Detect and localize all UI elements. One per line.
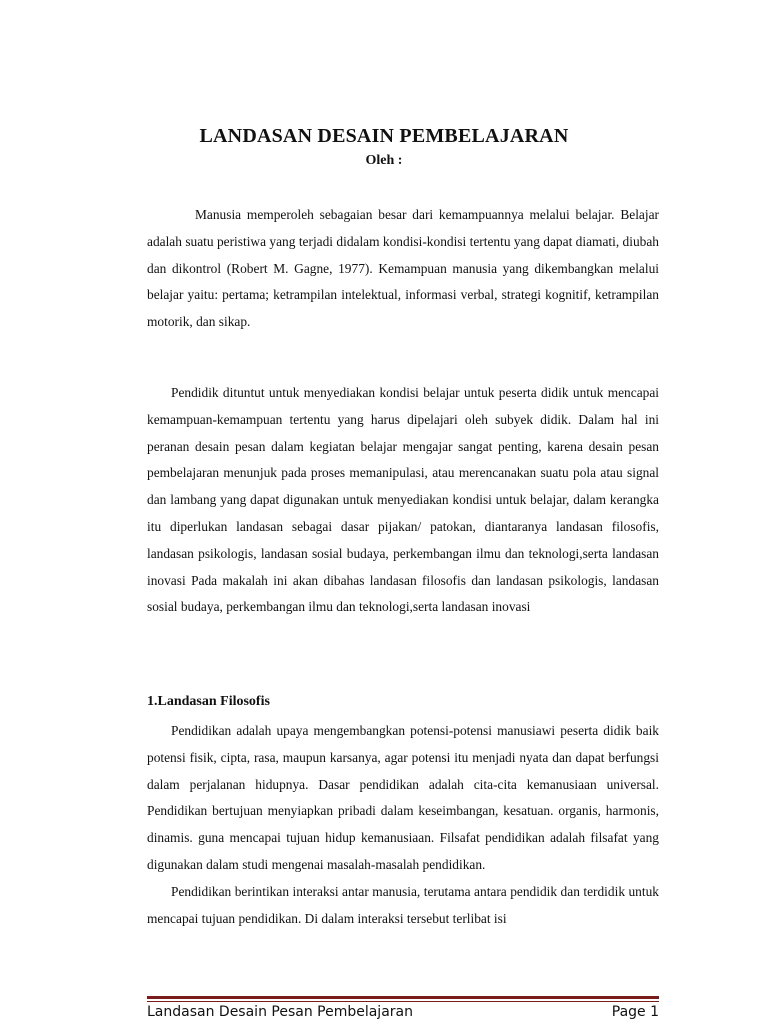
document-title: LANDASAN DESAIN PEMBELAJARAN	[199, 125, 569, 147]
paragraph-filosofis-1: Pendidikan adalah upaya mengembangkan potensi-potensi manusiawi peserta didik baik potensi fisik, cipta, rasa, maupun karsanya, agar potensi itu menjadi nyata dan dapat berfungsi dalam perjalanan hidupnya. Dasar pendidikan adalah cita-cita kemanusiaan universal. Pendidikan bertujuan menyiapkan pribadi dalam keseimbangan, kesatuan. organis, harmonis, dinamis. guna mencapai tujuan hidup kemanusiaan. Filsafat pendidikan adalah filsafat yang digunakan dalam studi mengenai masalah-masalah pendidikan.	[147, 723, 659, 872]
section-heading-landasan-filosofis: 1.Landasan Filosofis	[147, 694, 270, 709]
second-paragraph-block	[147, 380, 659, 621]
section-filosofis-body	[147, 718, 659, 932]
footer-document-title: Landasan Desain Pesan Pembelajaran	[147, 1004, 413, 1020]
paragraph-filosofis-2: Pendidikan berintikan interaksi antar manusia, terutama antara pendidik dan terdidik untuk mencapai tujuan pendidikan. Di dalam interaksi tersebut terlibat isi	[147, 883, 659, 926]
paragraph-pendidik: Pendidik dituntut untuk menyediakan kondisi belajar untuk peserta didik untuk mencapai kemampuan-kemampuan tertentu yang harus dipelajari oleh subyek didik. Dalam hal ini peranan desain pesan dalam kegiatan belajar mengajar sangat penting, karena desain pesan pembelajaran menunjuk pada proses memanipulasi, atau merencanakan suatu pola atau signal dan lambang yang dapat digunakan untuk menyediakan kondisi untuk belajar, dalam kerangka itu diperlukan landasan sebagai dasar pijakan/ patokan, diantaranya landasan filosofis, landasan psikologis, landasan sosial budaya, perkembangan ilmu dan teknologi,serta landasan inovasi Pada makalah ini akan dibahas landasan filosofis dan landasan psikologis, landasan sosial budaya, perkembangan ilmu dan teknologi,serta landasan inovasi	[147, 385, 659, 615]
paragraph-intro: Manusia memperoleh sebagaian besar dari kemampuannya melalui belajar. Belajar adalah suatu peristiwa yang terjadi didalam kondisi-kondisi tertentu yang dapat diamati, diubah dan dikontrol (Robert M. Gagne, 1977). Kemampuan manusia yang dikembangkan melalui belajar yaitu: pertama; ketrampilan intelektual, informasi verbal, strategi kognitif, ketrampilan motorik, dan sikap.	[147, 207, 659, 330]
intro-paragraph-block	[147, 202, 659, 336]
footer-rule-thick	[147, 996, 659, 999]
author-line: Oleh :	[365, 153, 403, 168]
footer-page-number: Page 1	[611, 1004, 659, 1020]
footer-rule-thin	[147, 1001, 659, 1002]
